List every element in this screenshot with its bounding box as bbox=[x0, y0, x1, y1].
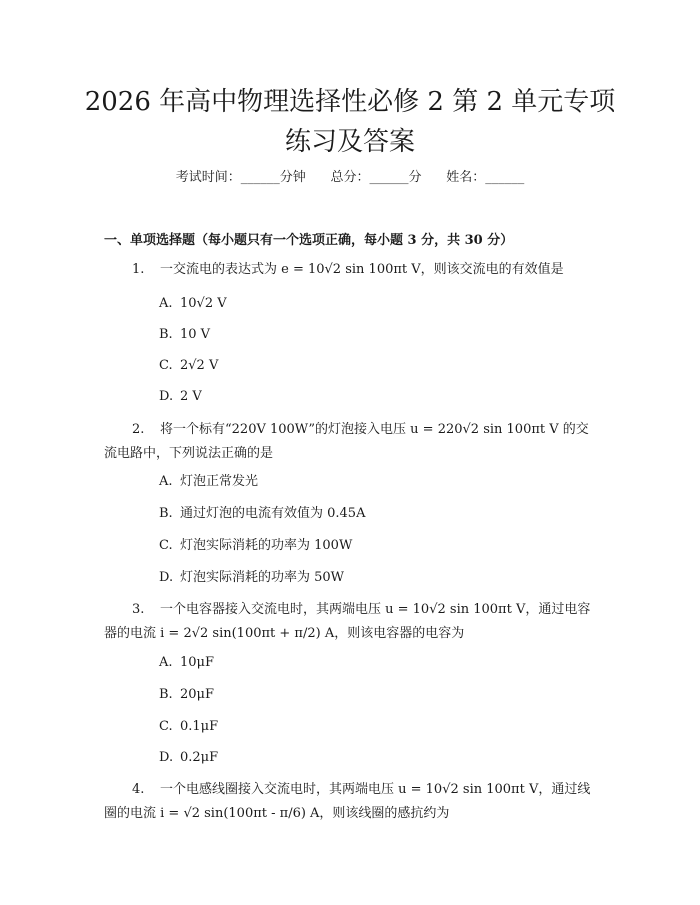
question-text: 一交流电的表达式为 e = 10√2 sin 100πt V，则该交流电的有效值是 bbox=[160, 262, 564, 277]
option-letter: B. bbox=[159, 327, 173, 342]
option-letter: C. bbox=[159, 538, 173, 553]
option-2b bbox=[159, 504, 365, 524]
question-text: 将一个标有“220V 100W”的灯泡接入电压 u = 220√2 sin 100πt V 的交流电路中，下列说法正确的是 bbox=[104, 422, 589, 461]
option-letter: D. bbox=[159, 750, 174, 765]
option-letter: A. bbox=[159, 474, 173, 489]
option-1d bbox=[159, 387, 202, 407]
option-text: 0.2μF bbox=[180, 750, 219, 765]
option-3b bbox=[159, 685, 214, 705]
option-text: 10√2 V bbox=[180, 296, 227, 311]
option-text: 20μF bbox=[180, 687, 215, 702]
option-letter: B. bbox=[159, 506, 173, 521]
option-text: 灯泡实际消耗的功率为 100W bbox=[180, 538, 353, 553]
option-letter: A. bbox=[159, 296, 173, 311]
question-text: 一个电容器接入交流电时，其两端电压 u = 10√2 sin 100πt V，通过电容器的电流 i = 2√2 sin(100πt + π/2) A，则该电容器的电容为 bbox=[104, 602, 591, 641]
section-heading: 一、单项选择题（每小题只有一个选项正确，每小题 3 分，共 30 分） bbox=[104, 233, 514, 248]
question-1 bbox=[104, 258, 594, 282]
option-2a bbox=[159, 472, 258, 492]
option-text: 通过灯泡的电流有效值为 0.45A bbox=[180, 506, 366, 521]
option-text: 灯泡实际消耗的功率为 50W bbox=[180, 570, 345, 585]
question-3 bbox=[104, 598, 594, 646]
question-text: 一个电感线圈接入交流电时，其两端电压 u = 10√2 sin 100πt V，通过线圈的电流 i = √2 sin(100πt - π/6) A，则该线圈的感抗约为 bbox=[104, 782, 591, 821]
option-1a bbox=[159, 294, 227, 314]
option-1b bbox=[159, 325, 210, 345]
question-number: 1. bbox=[132, 262, 145, 277]
option-letter: D. bbox=[159, 570, 174, 585]
option-letter: D. bbox=[159, 389, 174, 404]
question-number: 2. bbox=[132, 422, 145, 437]
option-3a bbox=[159, 653, 214, 673]
option-letter: A. bbox=[159, 655, 173, 670]
option-letter: C. bbox=[159, 719, 173, 734]
exam-meta-line: 考试时间：______分钟 总分：______分 姓名：______ bbox=[175, 170, 525, 185]
question-number: 4. bbox=[132, 782, 145, 797]
option-letter: B. bbox=[159, 687, 173, 702]
option-text: 2 V bbox=[180, 389, 202, 404]
question-number: 3. bbox=[132, 602, 145, 617]
question-2 bbox=[104, 418, 594, 466]
document-title bbox=[60, 82, 640, 162]
option-3c bbox=[159, 717, 218, 737]
option-1c bbox=[159, 356, 218, 376]
option-text: 灯泡正常发光 bbox=[180, 474, 259, 489]
option-text: 10μF bbox=[180, 655, 215, 670]
title-line-2: 练习及答案 bbox=[284, 127, 415, 157]
option-3d bbox=[159, 748, 218, 768]
option-text: 0.1μF bbox=[180, 719, 219, 734]
option-letter: C. bbox=[159, 358, 173, 373]
option-text: 2√2 V bbox=[180, 358, 219, 373]
option-2d bbox=[159, 568, 344, 588]
option-text: 10 V bbox=[180, 327, 211, 342]
question-4 bbox=[104, 778, 594, 826]
title-line-1: 2026 年高中物理选择性必修 2 第 2 单元专项 bbox=[84, 87, 616, 117]
option-2c bbox=[159, 536, 352, 556]
